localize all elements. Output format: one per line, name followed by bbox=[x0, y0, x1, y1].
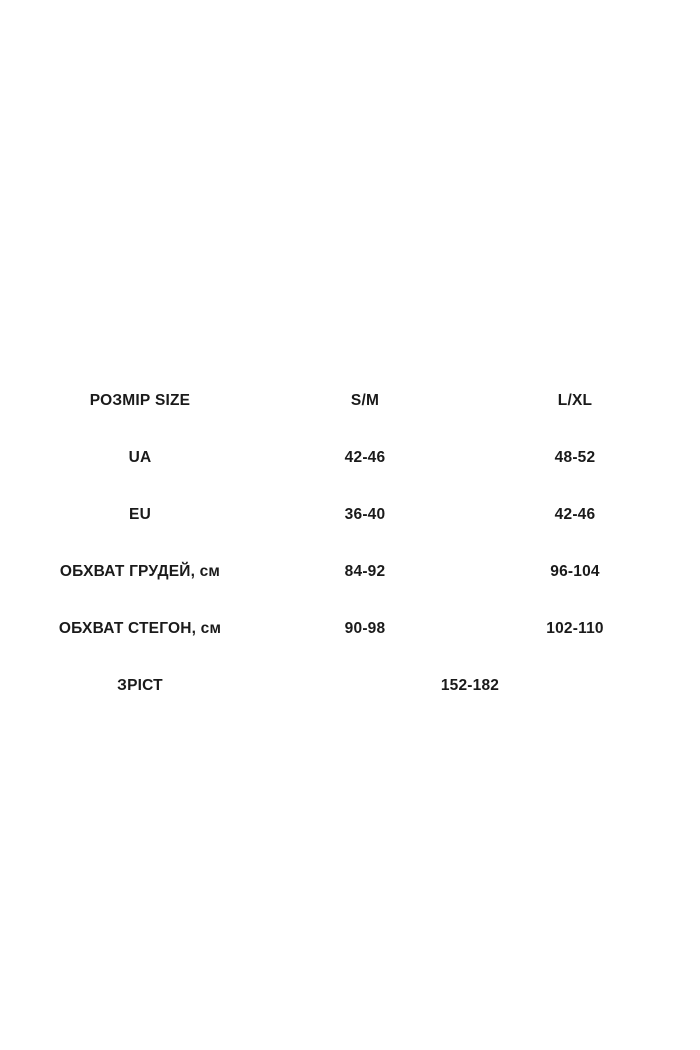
row-label-height: ЗРІСТ bbox=[117, 676, 163, 694]
row-hips-lxl: 102-110 bbox=[546, 619, 604, 637]
column-header-label: РОЗМІР SIZE bbox=[89, 391, 191, 409]
row-label-eu: EU bbox=[129, 505, 151, 523]
row-height-all: 152-182 bbox=[440, 676, 500, 694]
row-eu-sm: 36-40 bbox=[344, 505, 386, 523]
row-ua-sm: 42-46 bbox=[344, 448, 386, 466]
row-eu-lxl: 42-46 bbox=[554, 505, 596, 523]
table-row bbox=[20, 657, 680, 714]
row-label-ua: UA bbox=[128, 448, 152, 466]
table-header-row bbox=[20, 372, 680, 429]
column-header-lxl: L/XL bbox=[557, 391, 593, 409]
table-row bbox=[20, 543, 680, 600]
row-label-chest: ОБХВАТ ГРУДЕЙ, см bbox=[59, 562, 221, 580]
row-label-hips: ОБХВАТ СТЕГОН, см bbox=[58, 619, 222, 637]
row-chest-lxl: 96-104 bbox=[550, 562, 600, 580]
row-hips-sm: 90-98 bbox=[344, 619, 386, 637]
row-ua-lxl: 48-52 bbox=[554, 448, 596, 466]
size-chart-table bbox=[20, 372, 680, 714]
table-row bbox=[20, 486, 680, 543]
column-header-sm: S/M bbox=[350, 391, 380, 409]
table-row bbox=[20, 429, 680, 486]
table-row bbox=[20, 600, 680, 657]
row-chest-sm: 84-92 bbox=[344, 562, 386, 580]
